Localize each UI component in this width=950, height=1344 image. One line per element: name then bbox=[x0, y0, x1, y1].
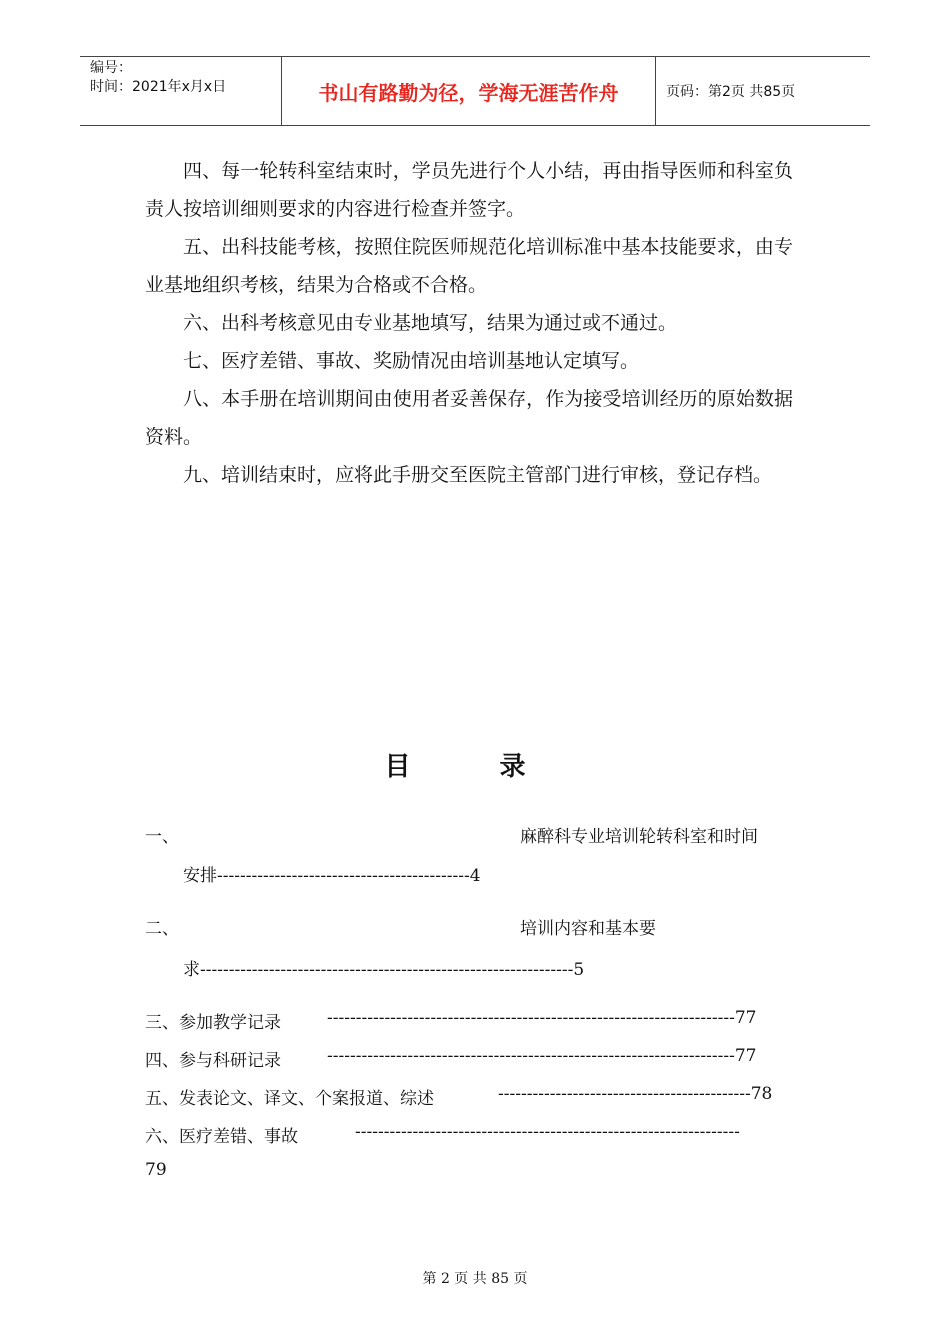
toc-entry-number: 二、 bbox=[145, 919, 179, 939]
toc-entry-title: 麻醉科专业培训轮转科室和时间 bbox=[520, 827, 758, 847]
paragraph: 四、每一轮转科室结束时，学员先进行个人小结，再由指导医师和科室负责人按培训细则要求的内容进行检查并签字。 bbox=[145, 160, 793, 220]
paragraph: 九、培训结束时，应将此手册交至医院主管部门进行审核，登记存档。 bbox=[183, 464, 773, 486]
header-motto: 书山有路勤为径，学海无涯苦作舟 bbox=[282, 57, 656, 125]
number-label: 编号： bbox=[90, 60, 132, 76]
toc-entry-title: 四、参与科研记录 bbox=[145, 1051, 281, 1071]
toc-entry-leader: ------------------------------------------------------------------- bbox=[355, 1122, 740, 1142]
toc-entry-continuation: 79 bbox=[145, 1160, 167, 1180]
toc-entry-leader: -----------------------------------------------------------------------77 bbox=[327, 1008, 757, 1028]
toc-entry-continuation: 安排--------------------------------------------4 bbox=[183, 866, 481, 886]
paragraph: 六、出科考核意见由专业基地填写，结果为通过或不通过。 bbox=[183, 312, 678, 334]
time-label: 时间：2021年x月x日 bbox=[90, 79, 227, 95]
paragraph: 八、本手册在培训期间由使用者妥善保存，作为接受培训经历的原始数据资料。 bbox=[145, 388, 793, 448]
paragraph: 五、出科技能考核，按照住院医师规范化培训标准中基本技能要求，由专业基地组织考核，结果为合格或不合格。 bbox=[145, 236, 793, 296]
page-footer: 第 2 页 共 85 页 bbox=[422, 1271, 528, 1287]
toc-entry-continuation: 求-----------------------------------------------------------------5 bbox=[183, 960, 585, 980]
instructions-body bbox=[145, 152, 793, 494]
page-header bbox=[80, 56, 870, 126]
toc-entry-title: 培训内容和基本要 bbox=[520, 919, 656, 939]
header-page-info: 页码：第2页 共85页 bbox=[666, 84, 796, 100]
toc-entry-leader: --------------------------------------------78 bbox=[498, 1084, 773, 1104]
toc-entry-leader: -----------------------------------------------------------------------77 bbox=[327, 1046, 757, 1066]
toc-title: 目 录 bbox=[384, 752, 566, 782]
toc-entry-title: 三、参加教学记录 bbox=[145, 1013, 281, 1033]
toc-entry-number: 一、 bbox=[145, 827, 179, 847]
toc-entry-title: 五、发表论文、译文、个案报道、综述 bbox=[145, 1089, 434, 1109]
toc-entry-title: 六、医疗差错、事故 bbox=[145, 1127, 298, 1147]
paragraph: 七、医疗差错、事故、奖励情况由培训基地认定填写。 bbox=[183, 350, 640, 372]
header-meta bbox=[80, 57, 282, 125]
